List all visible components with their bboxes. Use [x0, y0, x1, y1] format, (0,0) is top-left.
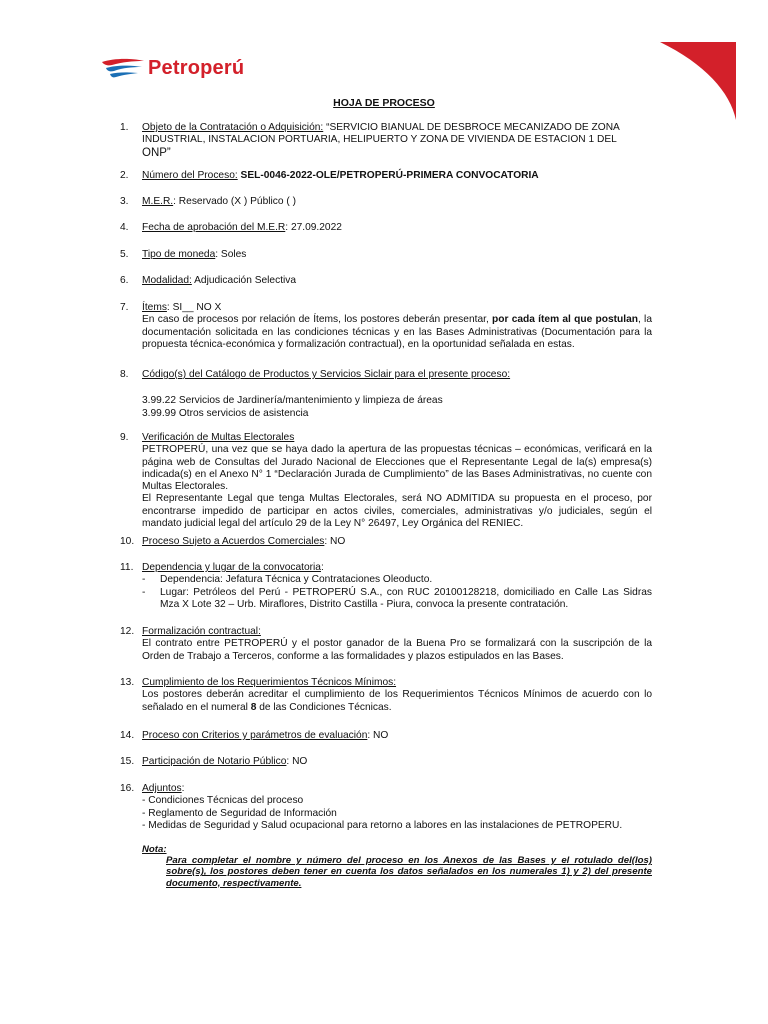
item-label: Fecha de aprobación del M.E.R: [142, 222, 286, 233]
document-title: HOJA DE PROCESO: [333, 97, 435, 109]
item-number: 10.: [120, 536, 135, 547]
attachment-item: - Reglamento de Seguridad de Información: [142, 807, 337, 819]
item-text: Dependencia: Jefatura Técnica y Contrataciones Oleoducto.: [160, 574, 433, 586]
item-value: : Soles: [215, 249, 247, 260]
item-14: [120, 730, 652, 742]
item-number: 6.: [120, 275, 129, 286]
item-text: , la documentación solicitada en las condiciones técnicas y en las Bases Administrativas (Documentación para la propuesta técnica-económica y formalización contractual), en la oportunidad señalada en estas.: [142, 314, 652, 350]
item-1: [120, 122, 652, 159]
item-10: [120, 536, 652, 548]
attachment-item: - Condiciones Técnicas del proceso: [142, 795, 304, 807]
item-number: 5.: [120, 249, 129, 260]
item-number: 2.: [120, 170, 129, 181]
list-item: - Lugar: Petróleos del Perú - PETROPERÚ S.A., con RUC 20100128218, domiciliado en Calle Las Sidras Mza X Lote 32 – Urb. Miraflores, Distrito Castilla - Piura, convoca la presente contratación.: [142, 586, 652, 610]
item-text-bold: 8: [250, 701, 257, 713]
item-label: Modalidad:: [142, 275, 192, 286]
item-8: [120, 369, 652, 420]
item-value: : Reservado (X ) Público ( ): [173, 196, 296, 207]
item-4: [120, 222, 652, 234]
item-9: [120, 432, 652, 530]
item-number: 13.: [120, 677, 135, 688]
item-value: Adjudicación Selectiva: [191, 275, 297, 286]
item-15: [120, 756, 652, 768]
item-label: Adjuntos: [142, 783, 182, 794]
list-item: - Dependencia: Jefatura Técnica y Contrataciones Oleoducto.: [142, 574, 433, 586]
item-3: [120, 196, 652, 208]
item-label: Verificación de Multas Electorales: [142, 432, 295, 443]
process-number: SEL-0046-2022-OLE/PETROPERÚ-PRIMERA CONVOCATORIA: [237, 170, 539, 181]
item-text: El Representante Legal que tenga Multas Electorales, será NO ADMITIDA su propuesta en el proceso, por encontrarse impedido de participar en actos civiles, comerciales, administrativas y/o judiciales, según el mandato judicial legal del artículo 29 de la Ley N° 26497, Ley Orgánica del RENIEC.: [142, 493, 652, 530]
item-text: PETROPERÚ, una vez que se haya dado la apertura de las propuestas técnicas – económicas, verificará en la página web de Consultas del Jurado Nacional de Elecciones que el Representante Legal de la(s) empresa(s) indicada(s) en el Anexo N° 1 “Declaración Jurada de Cumplimiento” de las Bases Administrativas, no cuente con Multas Electorales.: [142, 444, 652, 493]
item-number: 12.: [120, 626, 135, 637]
note-text: Para completar el nombre y número del proceso en los Anexos de las Bases y el rotulado del(los) sobre(s), los postores deben tener en cuenta los datos señalados en los numerales 1) y 2) del presente documento, respectivamente.: [166, 855, 652, 889]
item-number: 8.: [120, 369, 129, 380]
item-number: 11.: [120, 562, 134, 573]
item-label: Proceso con Criterios y parámetros de evaluación: [142, 730, 368, 741]
item-number: 1.: [120, 122, 129, 133]
item-6: [120, 275, 652, 287]
item-text-bold: por cada ítem al que postulan: [492, 314, 638, 326]
catalog-code: 3.99.99 Otros servicios de asistencia: [142, 407, 309, 419]
item-label-suffix: :: [320, 562, 324, 573]
item-value: : NO: [367, 730, 389, 741]
item-label: Número del Proceso:: [142, 170, 238, 181]
item-label: Código(s) del Catálogo de Productos y Servicios Siclair para el presente proceso:: [142, 369, 511, 380]
item-value: : SI__ NO X: [166, 302, 222, 313]
petroperu-logo: [100, 56, 290, 84]
item-text: El contrato entre PETROPERÚ y el postor ganador de la Buena Pro se formalizará con la suscripción de la Orden de Trabajo a Terceros, conforme a las formalidades y plazos estipulados en las Bases.: [142, 638, 652, 662]
attachment-item: - Medidas de Seguridad y Salud ocupacional para retorno a labores en las instalaciones de PETROPERU.: [142, 819, 623, 831]
item-16: [120, 783, 652, 832]
item-label: M.E.R.: [142, 196, 174, 207]
item-number: 16.: [120, 783, 135, 794]
catalog-code: 3.99.22 Servicios de Jardinería/mantenimiento y limpieza de áreas: [142, 395, 443, 407]
item-text: ONP”: [142, 146, 171, 159]
item-13: [120, 677, 652, 714]
note-block: [120, 844, 652, 889]
item-label: Tipo de moneda: [142, 249, 216, 260]
item-label: Ítems: [142, 302, 167, 313]
item-text: En caso de procesos por relación de Ítems, los postores deberán presentar,: [142, 314, 493, 326]
item-7: [120, 302, 652, 351]
item-number: 4.: [120, 222, 129, 233]
item-number: 7.: [120, 302, 129, 313]
item-number: 15.: [120, 756, 135, 767]
item-label-suffix: :: [181, 783, 185, 794]
logo-text: Petroperú: [148, 57, 245, 79]
item-label: Participación de Notario Público: [142, 756, 287, 767]
item-number: 3.: [120, 196, 129, 207]
item-number: 9.: [120, 432, 129, 443]
item-value: : NO: [286, 756, 308, 767]
item-text: Lugar: Petróleos del Perú - PETROPERÚ S.A., con RUC 20100128218, domiciliado en Calle Las Sidras Mza X Lote 32 – Urb. Miraflores, Distrito Castilla - Piura, convoca la presente contratación.: [160, 586, 652, 610]
item-12: [120, 626, 652, 663]
item-value: : 27.09.2022: [285, 222, 342, 233]
item-label: Formalización contractual:: [142, 626, 261, 637]
item-text: Los postores deberán acreditar el cumplimiento de los Requerimientos Técnicos Mínimos de acuerdo con lo señalado en el numeral: [142, 689, 652, 713]
item-text: “SERVICIO BIANUAL DE DESBROCE MECANIZADO DE ZONA: [323, 122, 620, 133]
petroperu-logo-icon: [100, 56, 146, 84]
item-11: [120, 562, 652, 611]
item-label: Proceso Sujeto a Acuerdos Comerciales: [142, 536, 325, 547]
item-number: 14.: [120, 730, 135, 741]
item-2: [120, 170, 652, 182]
item-5: [120, 249, 652, 261]
note-title: Nota:: [142, 844, 167, 855]
item-label: Cumplimiento de los Requerimientos Técnicos Mínimos:: [142, 677, 397, 688]
item-text: INDUSTRIAL, INSTALACION PORTUARIA, HELIPUERTO Y ZONA DE VIVIENDA DE ESTACION 1 DEL: [142, 134, 617, 146]
item-text: de las Condiciones Técnicas.: [256, 701, 392, 713]
item-label: Dependencia y lugar de la convocatoria: [142, 562, 321, 573]
item-value: : NO: [324, 536, 346, 547]
item-label: Objeto de la Contratación o Adquisición:: [142, 122, 324, 133]
